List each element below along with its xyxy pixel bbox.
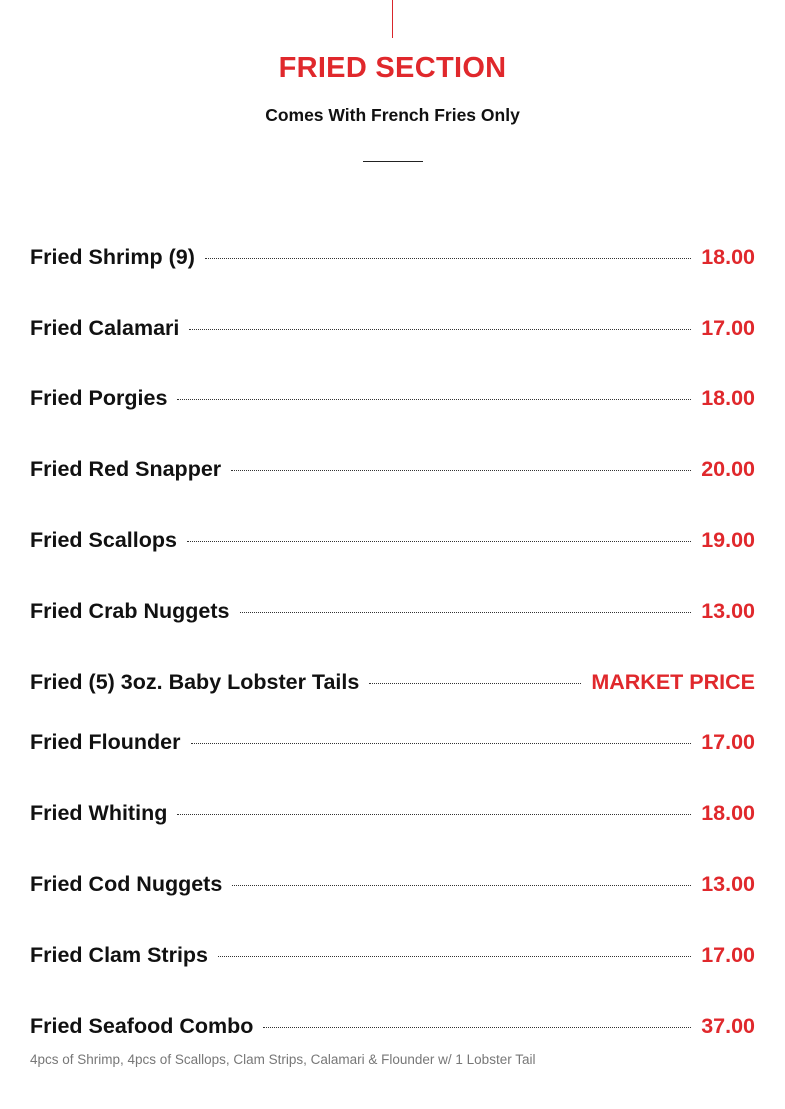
combo-description: 4pcs of Shrimp, 4pcs of Scallops, Clam Strips, Calamari & Flounder w/ 1 Lobster Tail <box>30 1052 536 1067</box>
item-price: 19.00 <box>701 527 755 552</box>
item-price: 20.00 <box>701 456 755 481</box>
item-price: 13.00 <box>701 598 755 623</box>
menu-item <box>30 313 755 343</box>
item-name: Fried Calamari <box>30 315 180 340</box>
item-name: Fried Clam Strips <box>30 942 209 967</box>
menu-item <box>30 454 755 484</box>
menu-item <box>30 798 755 828</box>
top-accent-line <box>392 0 393 38</box>
item-price: 13.00 <box>701 871 755 896</box>
dot-leader <box>191 743 692 744</box>
menu-item <box>30 1011 755 1041</box>
dot-leader <box>187 541 691 542</box>
item-name: Fried (5) 3oz. Baby Lobster Tails <box>30 669 360 694</box>
dot-leader <box>218 956 691 957</box>
dot-leader <box>189 329 691 330</box>
dot-leader <box>177 814 691 815</box>
item-price: 17.00 <box>701 942 755 967</box>
dot-leader <box>240 612 692 613</box>
section-title: FRIED SECTION <box>278 52 507 84</box>
item-name: Fried Red Snapper <box>30 456 222 481</box>
item-price: 17.00 <box>701 729 755 754</box>
item-name: Fried Porgies <box>30 385 168 410</box>
menu-item <box>30 940 755 970</box>
dot-leader <box>232 885 691 886</box>
dot-leader <box>263 1027 691 1028</box>
item-price: 18.00 <box>701 385 755 410</box>
menu-item <box>30 383 755 413</box>
item-name: Fried Flounder <box>30 729 181 754</box>
item-name: Fried Shrimp (9) <box>30 244 195 269</box>
item-price: 18.00 <box>701 244 755 269</box>
dot-leader <box>177 399 691 400</box>
dot-leader <box>369 683 581 684</box>
menu-item <box>30 596 755 626</box>
menu-item <box>30 242 755 272</box>
menu-item <box>30 525 755 555</box>
item-price: 37.00 <box>701 1013 755 1038</box>
item-name: Fried Seafood Combo <box>30 1013 254 1038</box>
dot-leader <box>231 470 691 471</box>
item-name: Fried Whiting <box>30 800 168 825</box>
item-name: Fried Cod Nuggets <box>30 871 223 896</box>
item-price: 17.00 <box>701 315 755 340</box>
item-price: MARKET PRICE <box>591 669 755 694</box>
item-name: Fried Crab Nuggets <box>30 598 230 623</box>
title-divider <box>363 161 423 162</box>
item-name: Fried Scallops <box>30 527 177 552</box>
menu-item <box>30 727 755 757</box>
section-subtitle: Comes With French Fries Only <box>265 105 520 125</box>
menu-item <box>30 869 755 899</box>
dot-leader <box>205 258 691 259</box>
item-price: 18.00 <box>701 800 755 825</box>
menu-item <box>30 667 755 697</box>
